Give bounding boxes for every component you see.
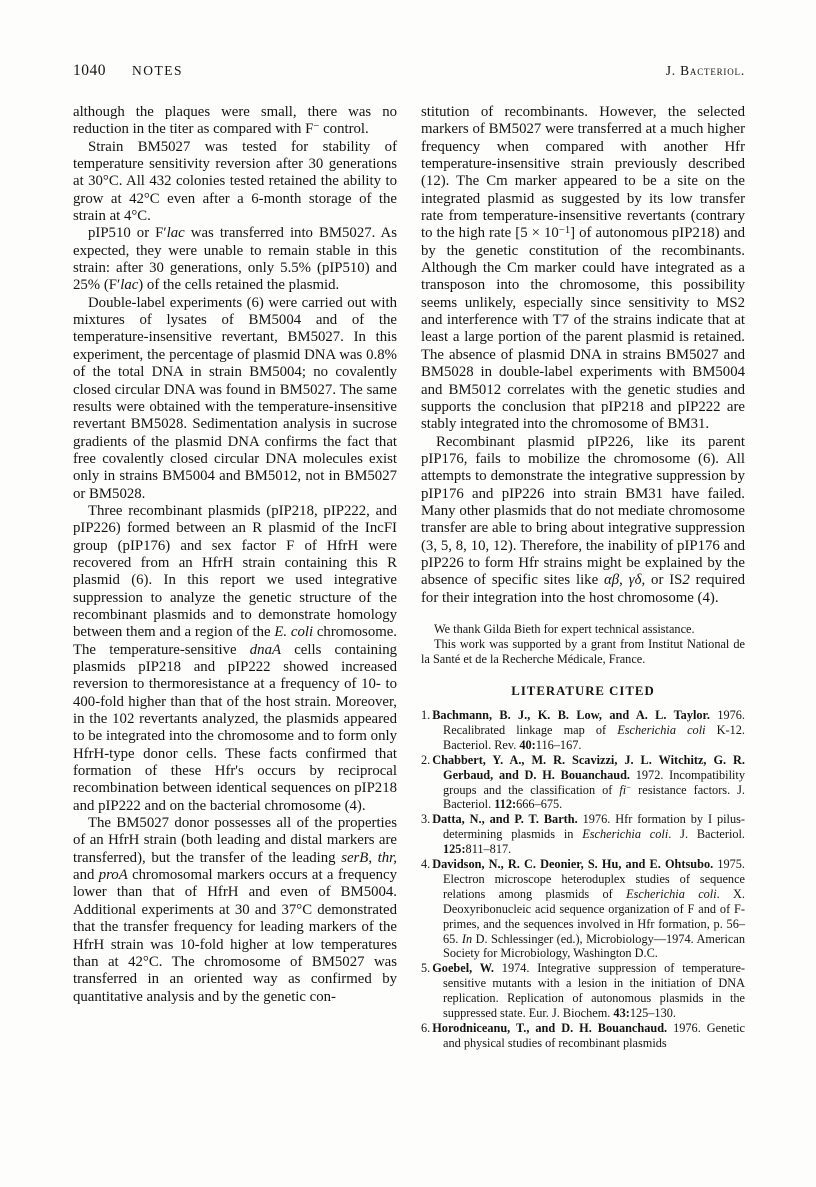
body-paragraph: although the plaques were small, there was no reduction in the titer as compared with F− control. [73, 104, 397, 138]
body-paragraph: pIP510 or F′lac was transferred into BM5027. As expected, they were unable to remain stable in this strain: after 30 generations, only 5.5% (pIP510) and 25% (F′lac) of the cells retained the plasmid. [73, 225, 397, 294]
acknowledgment-paragraph: We thank Gilda Bieth for expert technical assistance. [434, 621, 695, 636]
reference-item [421, 812, 745, 857]
journal-name: J. Bacteriol. [665, 63, 745, 78]
literature-cited-heading: LITERATURE CITED [511, 683, 655, 698]
body-paragraph: The BM5027 donor possesses all of the properties of an HfrH strain (both leading and distal markers are transferred), but the transfer of the leading serB, thr, and proA chromosomal markers occurs at a frequency lower than that of HfrH and even of BM5004. Additional experiments at 30 and 37°C demonstrated that the transfer frequency for leading markers of the HfrH strain was 10-fold higher at low temperatures than at 42°C. The chromosome of BM5027 was transferred in an oriented way as confirmed by quantitative analysis and by the genetic con- [73, 815, 397, 1005]
running-section-title: NOTES [132, 63, 183, 78]
body-paragraph: Double-label experiments (6) were carried out with mixtures of lysates of BM5004 and of the temperature-insensitive revertant, BM5027. In this experiment, the percentage of plasmid DNA was 0.8% of the total DNA in strain BM5004; no covalently closed circular DNA was found in BM5027. The same results were obtained with the temperature-insensitive revertant BM5028. Sedimentation analysis in sucrose gradients of the plasmid DNA confirms the fact that free covalently closed circular DNA molecules exist only in strains BM5004 and BM5012, not in BM5027 or BM5028. [73, 294, 397, 502]
reference-number: 4. [421, 857, 431, 872]
reference-number: 1. [421, 707, 431, 722]
reference-list [421, 708, 745, 1051]
header-left [73, 62, 183, 80]
reference-text: Horodniceanu, T., and D. H. Bouanchaud. 1976. Genetic and physical studies of recombinant plasmids [432, 1021, 745, 1050]
reference-text: Goebel, W. 1974. Integrative suppression of temperature-sensitive mutants with a lesion in the initiation of DNA replication. Replication of autonomous plasmids in the suppressed state. Eur. J. Biochem. 43:125–130. [432, 961, 746, 1021]
reference-number: 5. [421, 961, 431, 976]
body-paragraph: Strain BM5027 was tested for stability of temperature sensitivity reversion after 30 generations at 30°C. All 432 colonies tested retained the ability to grow at 42°C even after a 6-month storage of the strain at 4°C. [73, 138, 397, 225]
reference-item [421, 708, 745, 753]
reference-number: 2. [421, 752, 431, 767]
page-header [73, 62, 745, 80]
page-number: 1040 [73, 62, 106, 79]
right-column-text [421, 104, 745, 607]
reference-item [421, 857, 745, 961]
reference-text: Davidson, N., R. C. Deonier, S. Hu, and E. Ohtsubo. 1975. Electron microscope heteroduplex studies of sequence relations among plasmids of Escherichia coli. X. Deoxyribonucleic acid sequence organization of F and of F-primes, and the sequences involved in Hfr formation, p. 56–65. In D. Schlessinger (ed.), Microbiology—1974. American Society for Microbiology, Washington D.C. [432, 857, 746, 961]
article-body [73, 104, 745, 1051]
reference-item [421, 1021, 745, 1051]
reference-text: Datta, N., and P. T. Barth. 1976. Hfr formation by I pilus-determining plasmids in Escherichia coli. J. Bacteriol. 125:811–817. [432, 812, 746, 857]
body-paragraph: Recombinant plasmid pIP226, like its parent pIP176, fails to mobilize the chromosome (6). All attempts to demonstrate the integrative suppression by pIP176 and pIP226 into strain BM31 have failed. Many other plasmids that do not mediate chromosome transfer are able to bring about integrative suppression (3, 5, 8, 10, 12). Therefore, the inability of pIP176 and pIP226 to form Hfr strains might be explained by the absence of specific sites like αβ, γδ, or IS2 required for their integration into the host chromosome (4). [421, 433, 745, 606]
right-column [421, 104, 745, 1051]
body-paragraph: Three recombinant plasmids (pIP218, pIP222, and pIP226) formed between an R plasmid of the IncFI group (pIP176) and sex factor F of HfrH were recovered from an HfrH strain containing this R plasmid (6). In this report we used integrative suppression to analyze the genetic structure of the recombinant plasmids and to demonstrate homology between them and a region of the E. coli chromosome. The temperature-sensitive dnaA cells containing plasmids pIP218 and pIP222 showed increased reversion to thermoresistance at a frequency of 10- to 400-fold higher than that of the host strain. Moreover, in the 102 revertants analyzed, the plasmids appeared to be integrated into the chromosome and to form only HfrH-type donor cells. These facts confirmed that formation of these Hfr's occurs by reciprocal recombination between identical sequences on pIP218 and pIP222 and on the bacterial chromosome (4). [73, 502, 397, 814]
acknowledgment-paragraph: This work was supported by a grant from Institut National de la Santé et de la Recherche Médicale, France. [421, 636, 745, 666]
reference-text: Chabbert, Y. A., M. R. Scavizzi, J. L. Witchitz, G. R. Gerbaud, and D. H. Bouanchaud. 1972. Incompatibility groups and the classification of fi− resistance factors. J. Bacteriol. 112:666–675. [432, 752, 746, 812]
body-paragraph: stitution of recombinants. However, the selected markers of BM5027 were transferred at a much higher frequency when compared with another Hfr temperature-insensitive strain previously described (12). The Cm marker appeared to be a site on the integrated plasmid as suggested by its low transfer rate from temperature-insensitive revertants (contrary to the high rate $[5 \times 10^{-1}]$ of autonomous pIP218) and by the genetic constitution of the recombinants. Although the Cm marker could have integrated as a transposon into the chromosome, this possibility seems unlikely, especially since sensitivity to MS2 and interference with T7 of the strains indicate that at least a large portion of the parent plasmid is retained. The absence of plasmid DNA in strains BM5027 and BM5028 in double-label experiments with BM5004 and BM5012 correlates with the genetic studies and supports the conclusion that pIP218 and pIP222 are stably integrated into the chromosome of BM31. [421, 104, 746, 433]
reference-number: 6. [421, 1021, 431, 1035]
reference-item [421, 961, 745, 1021]
left-column [73, 104, 397, 1051]
reference-item [421, 753, 745, 813]
acknowledgments-block [421, 622, 745, 667]
reference-number: 3. [421, 812, 431, 827]
reference-text: Bachmann, B. J., K. B. Low, and A. L. Taylor. 1976. Recalibrated linkage map of Escherichia coli K-12. Bacteriol. Rev. 40:116–167. [432, 707, 745, 752]
